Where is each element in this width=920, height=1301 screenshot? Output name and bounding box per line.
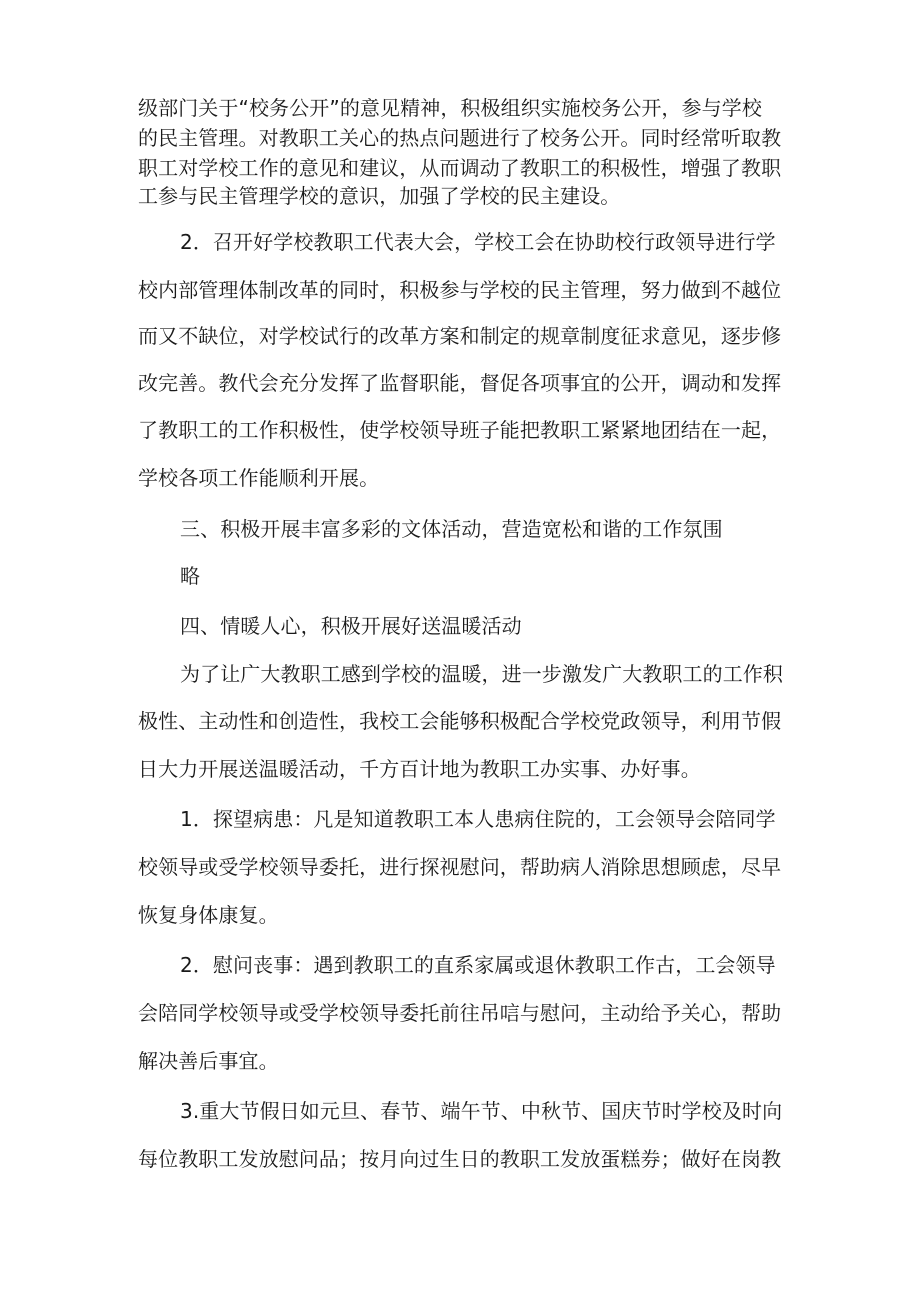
text-line: 改完善。教代会充分发挥了监督职能，督促各项事宜的公开，调动和发挥 — [138, 371, 782, 395]
text-line: 学校各项工作能顺利开展。 — [138, 466, 380, 490]
text-line: 恢复身体康复。 — [138, 903, 279, 927]
text-line: 级部门关于“校务公开”的意见精神，积极组织实施校务公开，参与学校 — [138, 96, 762, 120]
text-line: 职工对学校工作的意见和建议，从而调动了教职工的积极性，增强了教职 — [138, 156, 782, 180]
text-line: 日大力开展送温暖活动，千方百计地为教职工办实事、办好事。 — [138, 757, 701, 781]
text-line: 极性、主动性和创造性，我校工会能够积极配合学校党政领导，利用节假 — [138, 709, 782, 733]
list-item-2-line: 2．慰问丧事：遇到教职工的直系家属或退休教职工作古，工会领导 — [180, 953, 776, 977]
section-heading-3: 三、积极开展丰富多彩的文体活动，营造宽松和谐的工作氛围 — [180, 517, 723, 541]
text-line: 校领导或受学校领导委托，进行探视慰问，帮助病人消除思想顾虑，尽早 — [138, 855, 782, 879]
text-line: 会陪同学校领导或受学校领导委托前往吊唁与慰问，主动给予关心，帮助 — [138, 1001, 782, 1025]
text-line: 而又不缺位，对学校试行的改革方案和制定的规章制度征求意见，逐步修 — [138, 324, 782, 348]
section-heading-4: 四、情暖人心，积极开展好送温暖活动 — [180, 614, 522, 638]
list-item-3-line: 3.重大节假日如元旦、春节、端午节、中秋节、国庆节时学校及时向 — [180, 1099, 783, 1123]
paragraph-2-heading-line: 2．召开好学校教职工代表大会，学校工会在协助校行政领导进行学 — [180, 230, 776, 254]
section-3-body: 略 — [180, 564, 201, 588]
text-line: 的民主管理。对教职工关心的热点问题进行了校务公开。同时经常听取教 — [138, 126, 782, 150]
text-line: 了教职工的工作积极性，使学校领导班子能把教职工紧紧地团结在一起， — [138, 418, 782, 442]
text-line: 工参与民主管理学校的意识，加强了学校的民主建设。 — [138, 184, 621, 208]
text-line: 校内部管理体制改革的同时，积极参与学校的民主管理，努力做到不越位 — [138, 278, 782, 302]
text-line: 为了让广大教职工感到学校的温暖，进一步激发广大教职工的工作积 — [180, 662, 783, 686]
list-item-1-line: 1．探望病患：凡是知道教职工本人患病住院的，工会领导会陪同学 — [180, 807, 776, 831]
text-line: 解决善后事宜。 — [138, 1049, 279, 1073]
text-line: 每位教职工发放慰问品；按月向过生日的教职工发放蛋糕券；做好在岗教 — [138, 1147, 782, 1171]
